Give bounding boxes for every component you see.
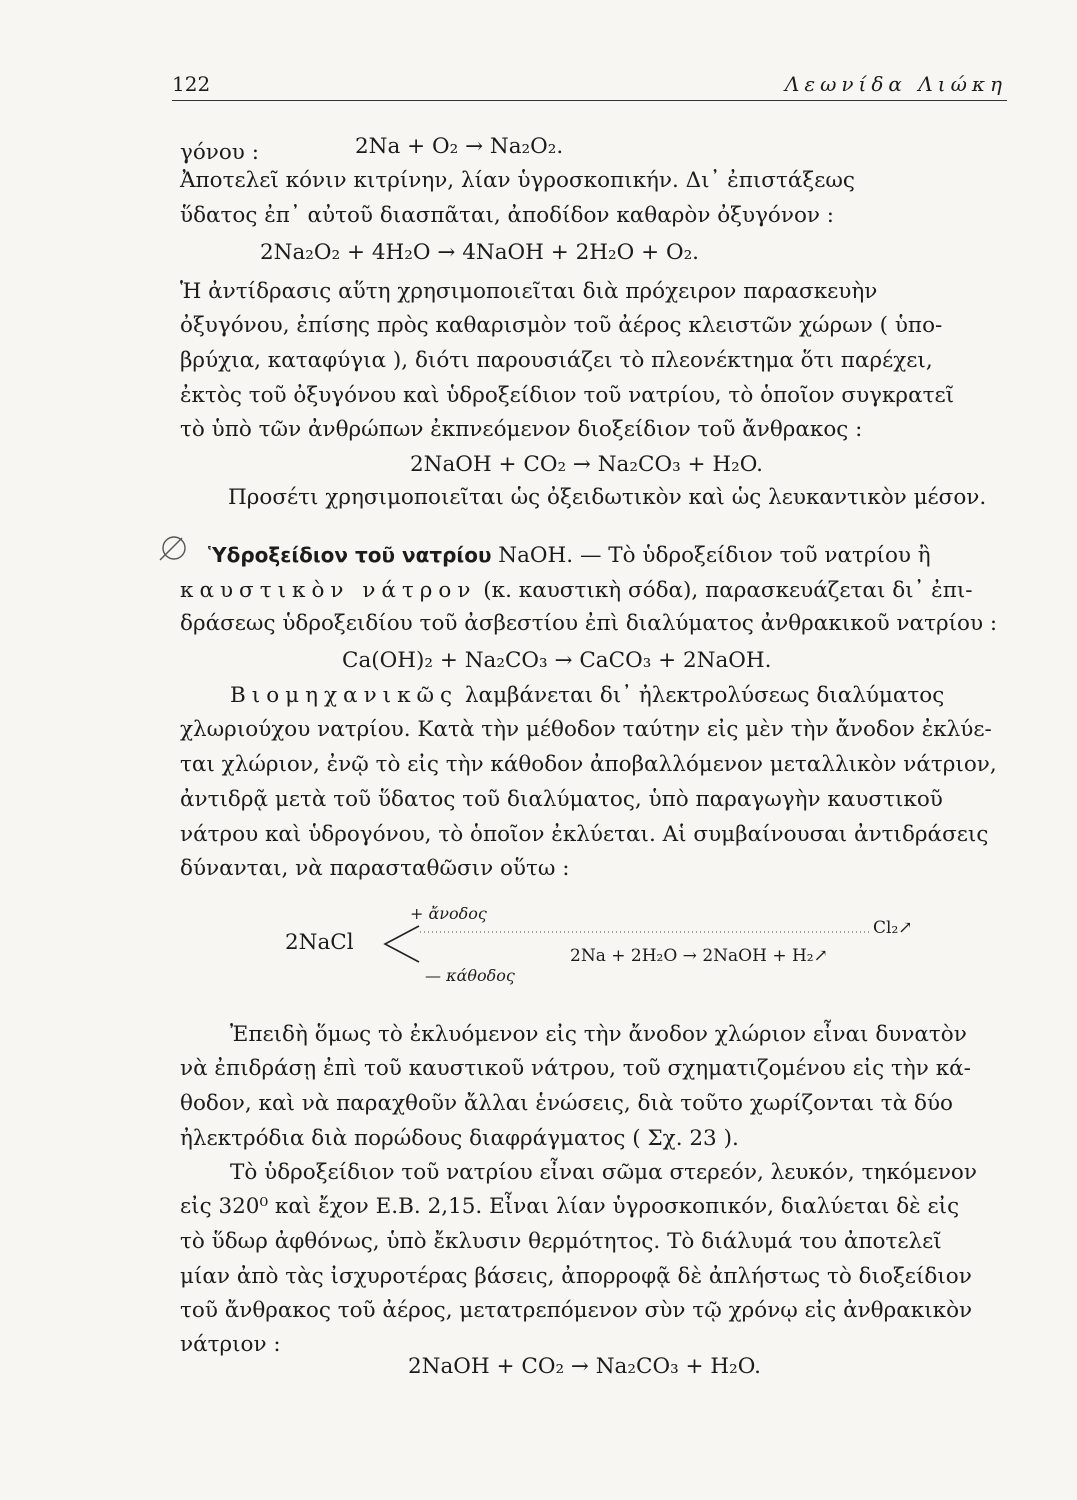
equation: 2Na₂O₂ + 4H₂O → 4NaOH + 2H₂O + O₂. [260, 240, 700, 265]
cathode-reaction: 2Na + 2H₂O → 2NaOH + H₂↗ [570, 946, 828, 966]
section-heading: Ὑδροξείδιον τοῦ νατρίου [208, 543, 492, 567]
anode-label: + ἄνοδος [410, 904, 487, 923]
text-line: ἀντιδρᾷ μετὰ τοῦ ὕδατος τοῦ διαλύματος, ὑπὸ παραγωγὴν καυστικοῦ [180, 787, 943, 812]
branch-bracket-icon [381, 922, 421, 966]
text-line: νὰ ἐπιδράσῃ ἐπὶ τοῦ καυστικοῦ νάτρου, τοῦ σχηματιζομένου εἰς τὴν κά- [180, 1056, 971, 1081]
text-line: βρύχια, καταφύγια ), διότι παρουσιάζει τὸ πλεονέκτημα ὅτι παρέχει, [180, 348, 933, 373]
equation: 2NaOH + CO₂ → Na₂CO₃ + H₂O. [408, 1354, 761, 1379]
text-line: μίαν ἀπὸ τὰς ἰσχυροτέρας βάσεις, ἀπορροφᾷ δὲ ἀπλήστως τὸ διοξείδιον [180, 1264, 972, 1289]
cathode-label: — κάθοδος [425, 966, 515, 985]
page-header [172, 72, 1007, 102]
text-line: δύνανται, νὰ παρασταθῶσιν οὕτω : [180, 856, 570, 881]
text-line: Ἡ ἀντίδρασις αὕτη χρησιμοποιεῖται διὰ πρόχειρον παρασκευὴν [180, 279, 878, 304]
text-line: εἰς 320⁰ καὶ ἔχον Ε.Β. 2,15. Εἶναι λίαν ὑγροσκοπικόν, διαλύεται δὲ εἰς [180, 1194, 960, 1219]
equation: 2Na + O₂ → Na₂O₂. [355, 134, 564, 159]
text-line: τὸ ὕδωρ ἀφθόνως, ὑπὸ ἔκλυσιν θερμότητος. Τὸ διάλυμά του ἀποτελεῖ [180, 1229, 942, 1254]
text-line: νάτριον : [180, 1332, 281, 1357]
text-line: νάτρου καὶ ὑδρογόνου, τὸ ὁποῖον ἐκλύεται. Αἱ συμβαίνουσαι ἀντιδράσεις [180, 822, 989, 847]
text-line: τὸ ὑπὸ τῶν ἀνθρώπων ἐκπνεόμενον διοξείδιον τοῦ ἄνθρακος : [180, 417, 863, 442]
pencil-mark-icon [158, 530, 188, 564]
electrolysis-reactant: 2NaCl [285, 930, 354, 955]
text-line: δράσεως ὑδροξειδίου τοῦ ἀσβεστίου ἐπὶ διαλύματος ἀνθρακικοῦ νατρίου : [180, 611, 998, 636]
emphasis-text: καυστικὸν νάτρον [180, 578, 477, 603]
dotted-leader [420, 930, 870, 934]
text-line: Ἀποτελεῖ κόνιν κιτρίνην, λίαν ὑγροσκοπικήν. Δι᾽ ἐπιστάξεως [180, 168, 855, 193]
text-line: θοδον, καὶ νὰ παραχθοῦν ἄλλαι ἑνώσεις, διὰ τοῦτο χωρίζονται τὰ δύο [180, 1091, 953, 1116]
section-heading-line: Ὑδροξείδιον τοῦ νατρίου NaOH. — Τὸ ὑδροξείδιον τοῦ νατρίου ἢ [208, 543, 931, 568]
text-line: ἐκτὸς τοῦ ὀξυγόνου καὶ ὑδροξείδιον τοῦ νατρίου, τὸ ὁποῖον συγκρατεῖ [180, 383, 955, 408]
text-line: Τὸ ὑδροξείδιον τοῦ νατρίου εἶναι σῶμα στερεόν, λευκόν, τηκόμενον [230, 1160, 977, 1185]
text-line: χλωριούχου νατρίου. Κατὰ τὴν μέθοδον ταύτην εἰς μὲν τὴν ἄνοδον ἐκλύε- [180, 717, 992, 742]
text-line: ἠλεκτρόδια διὰ πορώδους διαφράγματος ( Σχ. 23 ). [180, 1126, 739, 1151]
text-line: γόνου : [180, 140, 259, 165]
text-line: καυστικὸν νάτρον (κ. καυστικὴ σόδα), παρασκευάζεται δι᾽ ἐπι- [180, 578, 973, 603]
equation: 2NaOH + CO₂ → Na₂CO₃ + H₂O. [410, 452, 763, 477]
text-line: Ἐπειδὴ ὅμως τὸ ἐκλυόμενον εἰς τὴν ἄνοδον χλώριον εἶναι δυνατὸν [230, 1022, 967, 1047]
text-line: ὕδατος ἐπ᾽ αὐτοῦ διασπᾶται, ἀποδίδον καθαρὸν ὀξυγόνον : [180, 203, 835, 228]
emphasis-text: Βιομηχανικῶς [230, 683, 459, 708]
header-rule [172, 100, 1007, 101]
text-line: ται χλώριον, ἐνῷ τὸ εἰς τὴν κάθοδον ἀποβαλλόμενον μεταλλικὸν νάτριον, [180, 752, 997, 777]
page-number: 122 [172, 72, 211, 96]
text-line: τοῦ ἄνθρακος τοῦ ἀέρος, μετατρεπόμενον σὺν τῷ χρόνῳ εἰς ἀνθρακικὸν [180, 1298, 973, 1323]
equation: Ca(OH)₂ + Na₂CO₃ → CaCO₃ + 2NaOH. [342, 648, 772, 673]
anode-product: Cl₂↗ [873, 918, 913, 938]
running-head: Λεωνίδα Λιώκη [784, 72, 1007, 96]
electrolysis-scheme [285, 900, 925, 990]
text-line: Βιομηχανικῶς λαμβάνεται δι᾽ ἠλεκτρολύσεως διαλύματος [230, 683, 945, 708]
text-line: ὀξυγόνου, ἐπίσης πρὸς καθαρισμὸν τοῦ ἀέρος κλειστῶν χώρων ( ὑπο- [180, 313, 943, 338]
text-line: Προσέτι χρησιμοποιεῖται ὡς ὀξειδωτικὸν καὶ ὡς λευκαντικὸν μέσον. [228, 485, 987, 510]
